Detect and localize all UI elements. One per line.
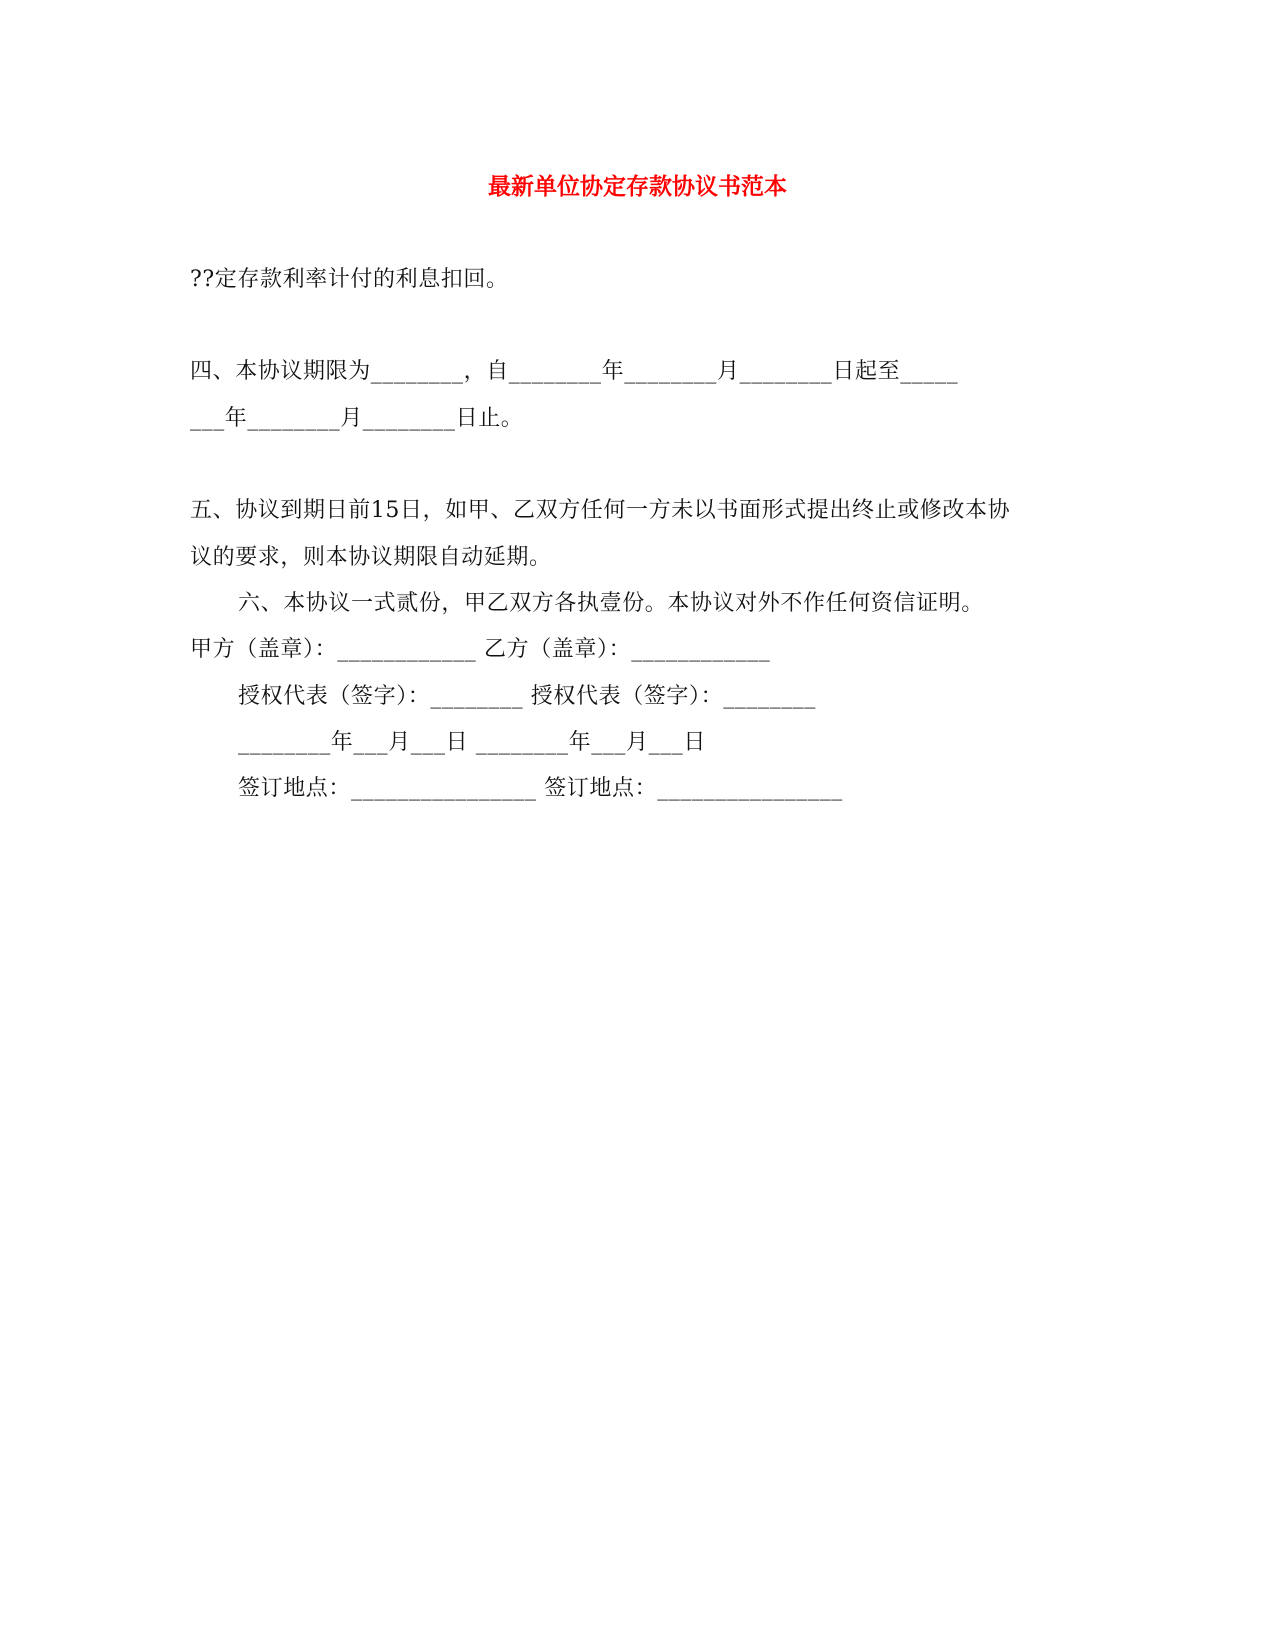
clause-5-line-1: 五、协议到期日前15日，如甲、乙双方任何一方未以书面形式提出终止或修改本协 [190, 498, 1011, 523]
clause-5-line-2: 议的要求，则本协议期限自动延期。 [190, 545, 552, 570]
signature-date-line: ________年___月___日 ________年___月___日 [238, 730, 706, 755]
document-title: 最新单位协定存款协议书范本 [488, 174, 787, 200]
clause-4-line-1: 四、本协议期限为________，自________年________月________日起至_____ [190, 359, 959, 384]
clause-4-line-2: ___年________月________日止。 [190, 406, 524, 431]
signature-representative-line: 授权代表（签字）：________ 授权代表（签字）：________ [238, 684, 816, 709]
signature-party-line: 甲方（盖章）：____________ 乙方（盖章）：____________ [190, 637, 771, 662]
clause-6: 六、本协议一式贰份，甲乙双方各执壹份。本协议对外不作任何资信证明。 [238, 591, 984, 616]
signature-place-line: 签订地点：________________ 签订地点：________________ [238, 776, 843, 801]
interest-tail-paragraph: ??定存款利率计付的利息扣回。 [190, 267, 509, 292]
